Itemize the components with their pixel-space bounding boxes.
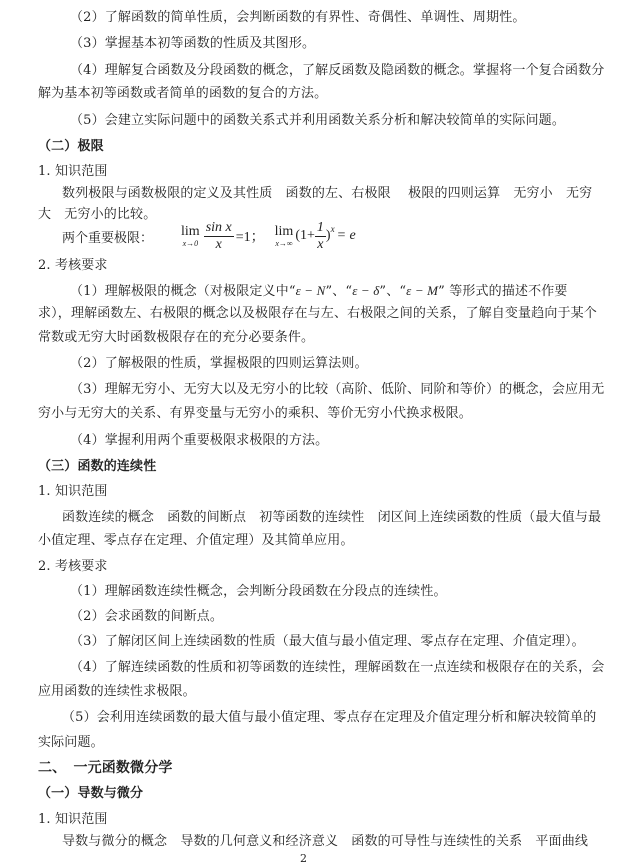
text-line: （3）掌握基本初等函数的性质及其图形。 bbox=[70, 36, 316, 51]
limit-operator: lim x→∞ bbox=[274, 223, 294, 248]
text-line: 1. 知识范围 bbox=[38, 484, 108, 499]
text-line: 求），理解函数左、右极限的概念以及极限存在与左、右极限之间的关系，了解自变量趋向于某个 bbox=[38, 306, 597, 321]
text-line: （2）了解极限的性质，掌握极限的四则运算法则。 bbox=[70, 356, 368, 371]
text-line: 1. 知识范围 bbox=[38, 164, 108, 179]
text-line: 实际问题。 bbox=[38, 735, 104, 750]
text-line: （3）理解无穷小、无穷大以及无穷小的比较（高阶、低阶、同阶和等价）的概念，会应用无 bbox=[70, 382, 605, 397]
text-line: 常数或无穷大时函数极限存在的充分必要条件。 bbox=[38, 330, 315, 345]
text-line: 小值定理、零点存在定理、介值定理）及其简单应用。 bbox=[38, 533, 354, 548]
text-line: （1）理解函数连续性概念，会判断分段函数在分段点的连续性。 bbox=[70, 584, 447, 599]
text-line: 2. 考核要求 bbox=[38, 559, 108, 574]
section-heading-limits: （二）极限 bbox=[38, 139, 104, 154]
text-line-limit-definition: （1）理解极限的概念（对极限定义中“ε − N”、“ε − δ”、“ε − M” 等形式的描述不作要 bbox=[70, 283, 568, 299]
text-line: 穷小与无穷大的关系、有界变量与无穷小的乘积、等价无穷小代换求极限。 bbox=[38, 406, 472, 421]
section-heading-continuity: （三）函数的连续性 bbox=[38, 459, 157, 474]
page-number: 2 bbox=[300, 852, 307, 865]
text-line: 数列极限与函数极限的定义及其性质 函数的左、右极限 极限的四则运算 无穷小 无穷 bbox=[62, 186, 593, 201]
text-line: （4）了解连续函数的性质和初等函数的连续性，理解函数在一点连续和极限存在的关系，会 bbox=[70, 660, 605, 675]
formula-label: 两个重要极限： bbox=[62, 230, 154, 246]
text-line: （3）了解闭区间上连续函数的性质（最大值与最小值定理、零点存在定理、介值定理）。 bbox=[70, 634, 585, 649]
limit-operator: lim x→0 bbox=[181, 223, 200, 248]
text-line: 2. 考核要求 bbox=[38, 258, 108, 273]
text-line: 大 无穷小的比较。 bbox=[38, 207, 157, 222]
sin-fraction: $\frac{\text{sin x}}{x}$ bbox=[205, 219, 232, 252]
reciprocal-fraction: $\frac{1}{x}$ bbox=[316, 219, 324, 252]
section-heading-derivative: （一）导数与微分 bbox=[38, 786, 144, 801]
text-line: 1. 知识范围 bbox=[38, 812, 108, 827]
text-line: （2）了解函数的简单性质，会判断函数的有界性、奇偶性、单调性、周期性。 bbox=[70, 10, 526, 25]
text-line: （2）会求函数的间断点。 bbox=[70, 609, 224, 624]
text-line: 函数连续的概念 函数的间断点 初等函数的连续性 闭区间上连续函数的性质（最大值与最 bbox=[62, 510, 602, 525]
text-line: （5）会建立实际问题中的函数关系式并利用函数关系分析和解决较简单的实际问题。 bbox=[70, 113, 565, 128]
important-limits-formula: 两个重要极限： lim x→0 $\frac{\text{sin x}}{x}$ =1； lim x→∞ (1+ $\frac{1}{x}$ ) $^x$ = e bbox=[62, 219, 356, 252]
text-line: （4）掌握利用两个重要极限求极限的方法。 bbox=[70, 433, 329, 448]
text-line: 导数与微分的概念 导数的几何意义和经济意义 函数的可导性与连续性的关系 平面曲线 bbox=[62, 834, 589, 849]
chapter-heading: 二、 一元函数微分学 bbox=[38, 760, 173, 776]
text-line: （5）会利用连续函数的最大值与最小值定理、零点存在定理及介值定理分析和解决较简单的 bbox=[62, 710, 597, 725]
text-line: 解为基本初等函数或者简单的函数的复合的方法。 bbox=[38, 86, 328, 101]
text-line: 应用函数的连续性求极限。 bbox=[38, 684, 196, 699]
text-line: （4）理解复合函数及分段函数的概念，了解反函数及隐函数的概念。掌握将一个复合函数分 bbox=[70, 63, 605, 78]
